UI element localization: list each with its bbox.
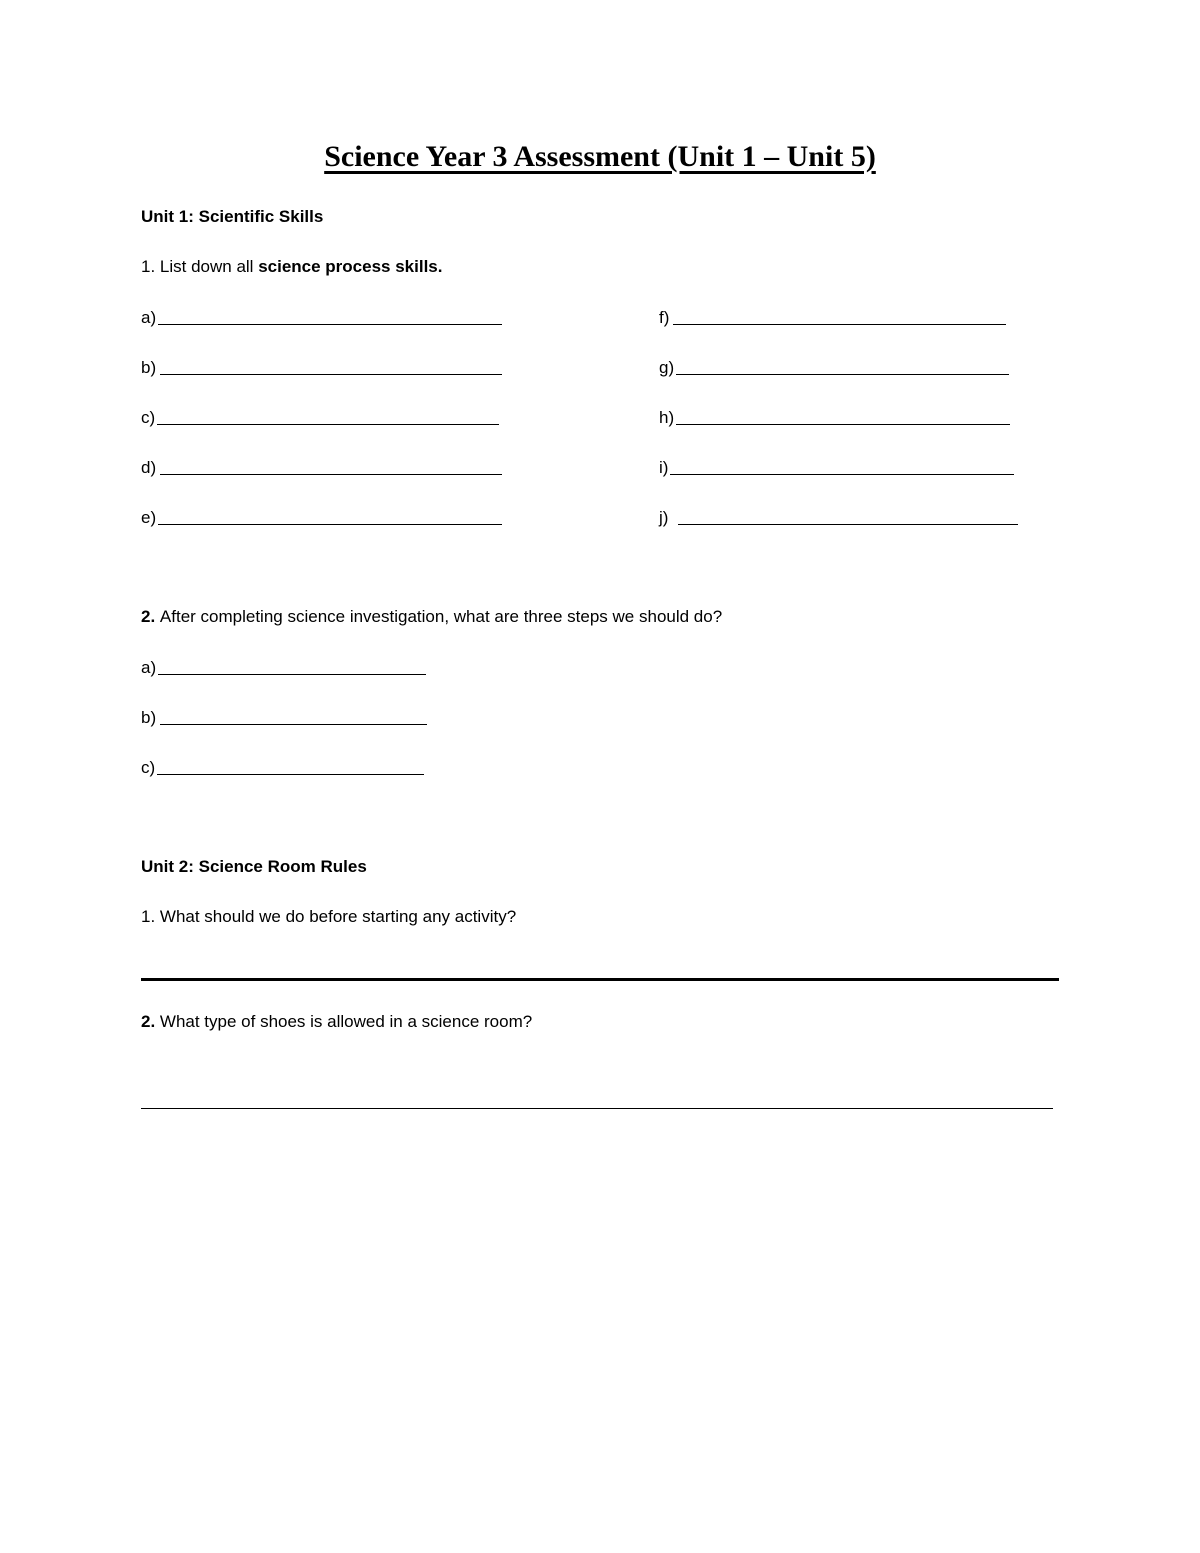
option-label-g: g) [659, 358, 675, 377]
unit1-heading: Unit 1: Scientific Skills [141, 207, 324, 226]
unit2-q1-answer-line[interactable] [141, 978, 1059, 981]
option-label-d: d) [141, 458, 157, 477]
answer-blank-b[interactable] [160, 374, 502, 375]
unit2-question-1 [141, 906, 516, 928]
question-text: After completing science investigation, what are three steps we should do? [159, 607, 723, 626]
q2-answer-blank-b[interactable] [160, 724, 427, 725]
question-text-bold: science process skills. [258, 257, 443, 276]
unit1-question-2 [141, 606, 722, 628]
q2-option-label-a: a) [141, 658, 157, 677]
answer-blank-f[interactable] [673, 324, 1006, 325]
question-number: 1. [141, 907, 160, 926]
q2-option-label-b: b) [141, 708, 157, 727]
q2-answer-blank-a[interactable] [158, 674, 426, 675]
question-number: 2. [141, 1012, 160, 1031]
answer-blank-g[interactable] [676, 374, 1009, 375]
question-number: 1. [141, 257, 160, 276]
question-text: What should we do before starting any activity? [159, 907, 517, 926]
answer-blank-h[interactable] [676, 424, 1010, 425]
option-label-e: e) [141, 508, 157, 527]
option-label-i: i) [659, 458, 669, 477]
unit2-q2-answer-line[interactable] [141, 1108, 1053, 1109]
option-label-a: a) [141, 308, 157, 327]
answer-blank-e[interactable] [158, 524, 502, 525]
question-text: What type of shoes is allowed in a science room? [159, 1012, 533, 1031]
option-label-h: h) [659, 408, 675, 427]
answer-blank-d[interactable] [160, 474, 502, 475]
answer-blank-a[interactable] [158, 324, 502, 325]
answer-blank-i[interactable] [670, 474, 1014, 475]
answer-blank-c[interactable] [157, 424, 499, 425]
q2-option-label-c: c) [141, 758, 156, 777]
page-title: Science Year 3 Assessment (Unit 1 – Unit 5) [324, 140, 876, 173]
answer-blank-j[interactable] [678, 524, 1018, 525]
question-text: List down all [159, 257, 259, 276]
option-label-b: b) [141, 358, 157, 377]
q2-answer-blank-c[interactable] [157, 774, 424, 775]
unit2-question-2 [141, 1011, 532, 1033]
option-label-c: c) [141, 408, 156, 427]
question-number: 2. [141, 607, 160, 626]
unit1-question-1 [141, 256, 442, 278]
option-label-j: j) [659, 508, 669, 527]
unit2-heading: Unit 2: Science Room Rules [141, 857, 367, 876]
option-label-f: f) [659, 308, 670, 327]
